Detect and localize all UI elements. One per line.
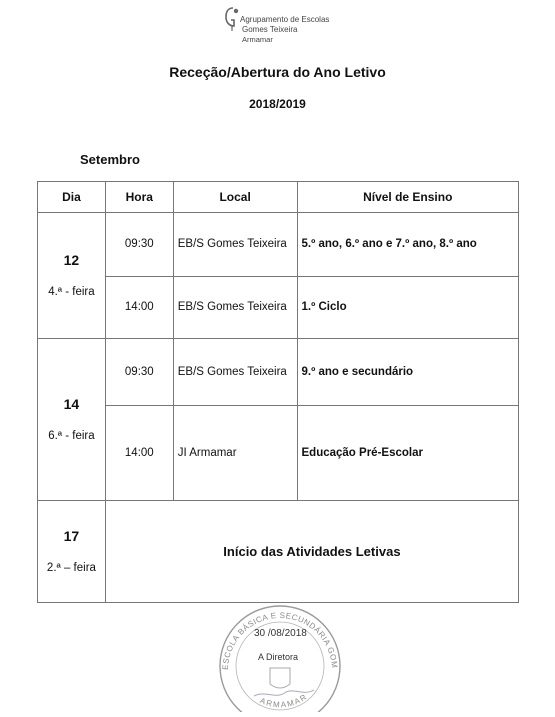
table-row xyxy=(38,276,519,338)
place-cell: JI Armamar xyxy=(173,406,297,500)
day-cell xyxy=(38,338,106,500)
place-cell: EB/S Gomes Teixeira xyxy=(173,338,297,406)
time-cell: 14:00 xyxy=(105,276,173,338)
place-cell: EB/S Gomes Teixeira xyxy=(173,213,297,277)
school-year: 2018/2019 xyxy=(249,97,306,111)
header-nivel: Nível de Ensino xyxy=(297,182,519,213)
header-local: Local xyxy=(173,182,297,213)
header-hora: Hora xyxy=(105,182,173,213)
stamp-ring-bottom: ARMAMAR xyxy=(258,691,310,710)
time-cell: 09:30 xyxy=(105,213,173,277)
logo-line-1: Agrupamento de Escolas xyxy=(240,15,330,24)
school-logo xyxy=(224,6,364,46)
document-title: Receção/Abertura do Ano Letivo xyxy=(169,64,386,80)
day-number: 12 xyxy=(63,252,80,269)
table-header-row xyxy=(38,182,519,213)
stamp-ring-top: ESCOLA BÁSICA E SECUNDÁRIA GOM xyxy=(220,610,340,671)
time-cell: 14:00 xyxy=(105,406,173,500)
logo-line-3: Armamar xyxy=(242,35,273,44)
event-cell: Início das Atividades Letivas xyxy=(105,500,518,602)
schedule-table xyxy=(37,181,519,603)
time-cell: 09:30 xyxy=(105,338,173,406)
level-cell: 9.º ano e secundário xyxy=(297,338,519,406)
day-cell xyxy=(38,500,106,602)
logo-line-2: Gomes Teixeira xyxy=(242,25,298,34)
table-row xyxy=(38,338,519,406)
level-cell: Educação Pré-Escolar xyxy=(297,406,519,500)
table-row xyxy=(38,500,519,602)
stamp-date: 30 /08/2018 xyxy=(254,628,307,639)
place-cell: EB/S Gomes Teixeira xyxy=(173,276,297,338)
day-cell xyxy=(38,213,106,339)
day-number: 14 xyxy=(63,396,80,413)
stamp-signatory: A Diretora xyxy=(258,652,299,662)
official-stamp xyxy=(214,604,346,712)
weekday-label: 4.ª - feira xyxy=(48,286,95,299)
table-row xyxy=(38,213,519,277)
weekday-label: 2.ª – feira xyxy=(46,562,96,575)
level-cell: 1.º Ciclo xyxy=(297,276,519,338)
day-number: 17 xyxy=(63,528,80,545)
table-row xyxy=(38,406,519,500)
level-cell: 5.º ano, 6.º ano e 7.º ano, 8.º ano xyxy=(297,213,519,277)
month-label: Setembro xyxy=(80,152,140,167)
weekday-label: 6.ª - feira xyxy=(48,430,95,443)
header-dia: Dia xyxy=(38,182,106,213)
